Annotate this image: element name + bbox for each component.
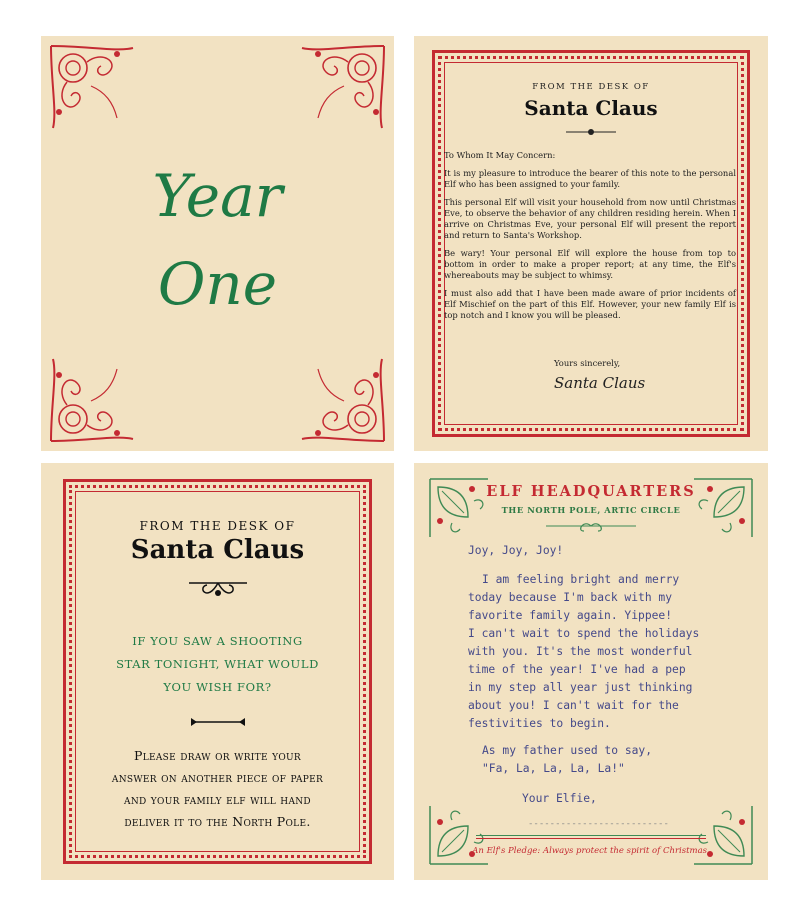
year-one-card: [41, 36, 394, 451]
instruction-line-3: and your family elf will hand: [124, 792, 311, 807]
santa-claus-title: Santa Claus: [524, 96, 658, 120]
shooting-star-card: [41, 463, 394, 880]
closing: Yours sincerely,: [554, 358, 621, 368]
arrow-divider-icon: [187, 717, 249, 727]
paragraph-1: It is my pleasure to introduce the bearer of this note to the personal Elf who has been assigned to your family.: [444, 168, 736, 189]
elf-pledge: An Elf's Pledge: Always protect the spirit of Christmas.: [472, 846, 710, 856]
santa-signature: Santa Claus: [554, 374, 646, 392]
letter-line-4: I can't wait to spend the holidays: [468, 627, 700, 640]
signature-line: --------------------------: [528, 819, 669, 829]
elf-hq-title: ELF HEADQUARTERS: [486, 483, 696, 500]
paragraph-4: I must also add that I have been made aware of prior incidents of Elf Mischief on the part of this Elf. However, your new family Elf is top notch and I know you will be pleased.: [444, 288, 736, 320]
letter-line-5: with you. It's the most wonderful: [468, 645, 693, 658]
santa-letter-card: [414, 36, 768, 451]
letter-line-10: As my father used to say,: [482, 744, 653, 757]
letter-body: [444, 150, 736, 328]
holly-corner-icon: [690, 802, 754, 866]
scroll-ornament-icon: [187, 573, 249, 605]
letter-line-7: in my step all year just thinking: [468, 681, 693, 694]
greeting: Joy, Joy, Joy!: [468, 544, 564, 557]
elf-closing: Your Elfie,: [522, 792, 597, 805]
question-line-2: STAR TONIGHT, WHAT WOULD: [116, 657, 319, 671]
swirl-divider-icon: [544, 519, 638, 533]
flourish-corner-icon: [47, 355, 137, 445]
flourish-corner-icon: [298, 355, 388, 445]
from-desk-label: FROM THE DESK OF: [139, 519, 296, 533]
pledge-rule: [476, 838, 706, 839]
question-line-1: IF YOU SAW A SHOOTING: [132, 634, 303, 648]
letter-line-2: today because I'm back with my: [468, 591, 673, 604]
letter-line-11: "Fa, La, La, La, La!": [482, 762, 625, 775]
from-desk-label: FROM THE DESK OF: [532, 82, 650, 92]
letter-line-1: I am feeling bright and merry: [482, 573, 680, 586]
instruction-line-1: Please draw or write your: [134, 748, 301, 763]
letter-line-8: about you! I can't wait for the: [468, 699, 679, 712]
instruction-line-4: deliver it to the North Pole.: [124, 814, 311, 829]
salutation: To Whom It May Concern:: [444, 150, 556, 160]
divider-ornament-icon: [566, 128, 616, 136]
letter-line-3: favorite family again. Yippee!: [468, 609, 673, 622]
holly-corner-icon: [428, 802, 492, 866]
north-pole-subtitle: THE NORTH POLE, ARTIC CIRCLE: [501, 505, 681, 515]
flourish-corner-icon: [47, 42, 137, 132]
year-heading: Year: [152, 162, 283, 230]
paragraph-3: Be wary! Your personal Elf will explore the house from top to bottom in order to make a proper report; at any time, the Elf's whereabouts may be subject to whimsy.: [444, 248, 736, 280]
elf-headquarters-card: [414, 463, 768, 880]
flourish-corner-icon: [298, 42, 388, 132]
instruction-line-2: answer on another piece of paper: [111, 770, 324, 785]
santa-claus-title: Santa Claus: [130, 535, 305, 565]
letter-line-9: festivities to begin.: [468, 717, 611, 730]
letter-line-6: time of the year! I've had a pep: [468, 663, 686, 676]
question-line-3: YOU WISH FOR?: [163, 680, 272, 694]
one-heading: One: [157, 250, 278, 318]
pledge-rule: [476, 835, 706, 836]
paragraph-2: This personal Elf will visit your household from now until Christmas Eve, to observe the behavior of any children residing herein. When I arrive on Christmas Eve, your personal Elf will present the report and return to Santa's Workshop.: [444, 197, 736, 240]
